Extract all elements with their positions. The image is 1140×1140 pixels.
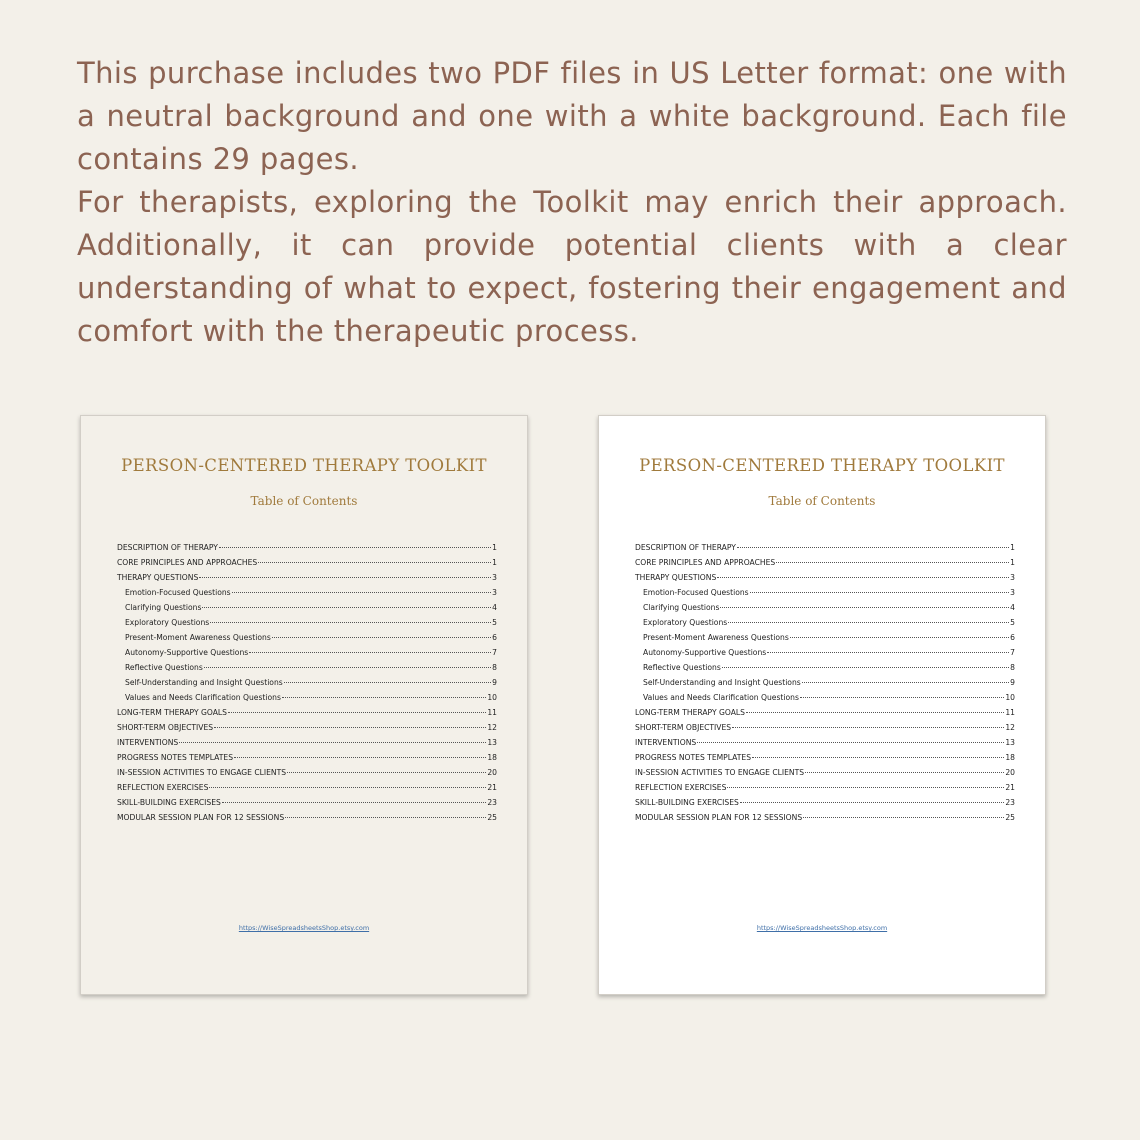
toc-entry-page: 4 xyxy=(492,603,497,612)
toc-entry-label: Autonomy-Supportive Questions xyxy=(125,648,249,657)
toc-entry-page: 18 xyxy=(487,753,497,762)
toc-entry-label: INTERVENTIONS xyxy=(635,738,697,747)
toc-entry[interactable] xyxy=(117,735,497,750)
toc-dot-leader xyxy=(720,607,1009,608)
toc-entry-label: REFLECTION EXERCISES xyxy=(635,783,727,792)
toc-entry[interactable] xyxy=(635,630,1015,645)
toc-entry-page: 12 xyxy=(487,723,497,732)
toc-entry-page: 25 xyxy=(1005,813,1015,822)
toc-entry[interactable] xyxy=(635,780,1015,795)
toc-entry[interactable] xyxy=(117,555,497,570)
toc-dot-leader xyxy=(219,547,491,548)
toc-entry[interactable] xyxy=(635,615,1015,630)
toc-entry-label: INTERVENTIONS xyxy=(117,738,179,747)
toc-entry[interactable] xyxy=(635,645,1015,660)
toc-dot-leader xyxy=(727,787,1004,788)
toc-entry-label: LONG-TERM THERAPY GOALS xyxy=(117,708,227,717)
pdf-page-neutral xyxy=(80,415,528,995)
toc-entry[interactable] xyxy=(117,585,497,600)
toc-entry[interactable] xyxy=(635,705,1015,720)
toc-dot-leader xyxy=(285,817,486,818)
toc-entry[interactable] xyxy=(117,675,497,690)
toc-entry-page: 3 xyxy=(1010,588,1015,597)
toc-entry[interactable] xyxy=(635,690,1015,705)
toc-entry-page: 13 xyxy=(487,738,497,747)
toc-entry-page: 10 xyxy=(487,693,497,702)
toc-entry-label: Values and Needs Clarification Questions xyxy=(125,693,281,702)
document-title: PERSON-CENTERED THERAPY TOOLKIT xyxy=(639,456,1005,475)
toc-entry[interactable] xyxy=(117,660,497,675)
toc-dot-leader xyxy=(287,772,486,773)
toc-entry-page: 12 xyxy=(1005,723,1015,732)
toc-dot-leader xyxy=(746,712,1004,713)
intro-text xyxy=(77,52,1067,353)
toc-entry[interactable] xyxy=(117,600,497,615)
toc-entry-page: 7 xyxy=(492,648,497,657)
toc-dot-leader xyxy=(732,727,1004,728)
toc-entry[interactable] xyxy=(117,645,497,660)
toc-dot-leader xyxy=(272,637,491,638)
toc-entry-label: Clarifying Questions xyxy=(643,603,720,612)
toc-entry-page: 1 xyxy=(492,558,497,567)
table-of-contents xyxy=(635,540,1015,825)
toc-dot-leader xyxy=(222,802,487,803)
toc-entry-page: 1 xyxy=(1010,543,1015,552)
toc-entry-page: 9 xyxy=(492,678,497,687)
toc-entry[interactable] xyxy=(635,585,1015,600)
toc-dot-leader xyxy=(767,652,1009,653)
toc-entry-page: 1 xyxy=(492,543,497,552)
toc-entry-label: Clarifying Questions xyxy=(125,603,202,612)
toc-dot-leader xyxy=(232,592,492,593)
toc-dot-leader xyxy=(202,607,491,608)
toc-entry-page: 23 xyxy=(487,798,497,807)
toc-entry-page: 6 xyxy=(1010,633,1015,642)
toc-entry-page: 8 xyxy=(1010,663,1015,672)
toc-entry[interactable] xyxy=(635,810,1015,825)
toc-entry-page: 11 xyxy=(487,708,497,717)
toc-dot-leader xyxy=(722,667,1009,668)
toc-dot-leader xyxy=(249,652,491,653)
shop-link[interactable]: https://WiseSpreadsheetsShop.etsy.com xyxy=(756,924,888,932)
toc-entry-page: 3 xyxy=(1010,573,1015,582)
toc-entry[interactable] xyxy=(635,675,1015,690)
toc-dot-leader xyxy=(258,562,491,563)
toc-dot-leader xyxy=(214,727,486,728)
toc-heading: Table of Contents xyxy=(768,494,876,508)
toc-entry-label: DESCRIPTION OF THERAPY xyxy=(635,543,736,552)
toc-entry[interactable] xyxy=(635,540,1015,555)
toc-entry-page: 20 xyxy=(1005,768,1015,777)
toc-dot-leader xyxy=(776,562,1009,563)
toc-entry-label: SKILL-BUILDING EXERCISES xyxy=(117,798,221,807)
toc-entry-label: Autonomy-Supportive Questions xyxy=(643,648,767,657)
table-of-contents xyxy=(117,540,497,825)
toc-dot-leader xyxy=(228,712,486,713)
toc-entry[interactable] xyxy=(117,570,497,585)
toc-entry-page: 11 xyxy=(1005,708,1015,717)
toc-dot-leader xyxy=(740,802,1005,803)
toc-entry-label: Exploratory Questions xyxy=(643,618,728,627)
toc-entry-page: 10 xyxy=(1005,693,1015,702)
toc-entry-page: 6 xyxy=(492,633,497,642)
toc-entry-label: Emotion-Focused Questions xyxy=(125,588,231,597)
toc-entry[interactable] xyxy=(635,750,1015,765)
toc-dot-leader xyxy=(717,577,1009,578)
toc-entry-label: PROGRESS NOTES TEMPLATES xyxy=(635,753,752,762)
toc-dot-leader xyxy=(790,637,1009,638)
toc-entry-page: 9 xyxy=(1010,678,1015,687)
toc-entry[interactable] xyxy=(117,705,497,720)
toc-dot-leader xyxy=(800,697,1004,698)
toc-dot-leader xyxy=(199,577,491,578)
toc-entry-label: REFLECTION EXERCISES xyxy=(117,783,209,792)
toc-entry-label: DESCRIPTION OF THERAPY xyxy=(117,543,218,552)
toc-entry-label: Reflective Questions xyxy=(125,663,203,672)
toc-entry-label: SKILL-BUILDING EXERCISES xyxy=(635,798,739,807)
toc-entry[interactable] xyxy=(117,810,497,825)
document-title: PERSON-CENTERED THERAPY TOOLKIT xyxy=(121,456,487,475)
toc-entry-page: 13 xyxy=(1005,738,1015,747)
toc-entry[interactable] xyxy=(117,795,497,810)
toc-entry[interactable] xyxy=(117,630,497,645)
toc-entry-label: SHORT-TERM OBJECTIVES xyxy=(117,723,214,732)
toc-entry-label: LONG-TERM THERAPY GOALS xyxy=(635,708,745,717)
toc-dot-leader xyxy=(179,742,486,743)
toc-dot-leader xyxy=(204,667,491,668)
toc-entry-page: 18 xyxy=(1005,753,1015,762)
toc-dot-leader xyxy=(697,742,1004,743)
toc-entry[interactable] xyxy=(635,600,1015,615)
toc-dot-leader xyxy=(282,697,486,698)
pdf-page-white xyxy=(598,415,1046,995)
toc-heading: Table of Contents xyxy=(250,494,358,508)
toc-entry[interactable] xyxy=(635,660,1015,675)
toc-entry-page: 8 xyxy=(492,663,497,672)
toc-dot-leader xyxy=(750,592,1010,593)
toc-entry[interactable] xyxy=(117,690,497,705)
toc-entry-page: 7 xyxy=(1010,648,1015,657)
intro-paragraph-1: This purchase includes two PDF files in US Letter format: one with a neutral background and one with a white background. Each file contains 29 pages. xyxy=(77,56,1067,176)
toc-entry-label: SHORT-TERM OBJECTIVES xyxy=(635,723,732,732)
toc-entry-label: THERAPY QUESTIONS xyxy=(635,573,717,582)
toc-dot-leader xyxy=(737,547,1009,548)
toc-entry-page: 21 xyxy=(487,783,497,792)
toc-entry-label: Exploratory Questions xyxy=(125,618,210,627)
toc-entry-page: 3 xyxy=(492,573,497,582)
toc-entry[interactable] xyxy=(635,735,1015,750)
toc-entry-label: CORE PRINCIPLES AND APPROACHES xyxy=(117,558,258,567)
toc-entry-label: Emotion-Focused Questions xyxy=(643,588,749,597)
toc-entry[interactable] xyxy=(117,750,497,765)
intro-paragraph-2: For therapists, exploring the Toolkit may enrich their approach. Additionally, it can provide potential clients with a clear understanding of what to expect, fostering their engagement and comfort with the therapeutic process. xyxy=(77,185,1067,348)
toc-entry[interactable] xyxy=(635,570,1015,585)
toc-entry[interactable] xyxy=(117,615,497,630)
toc-entry-label: Present-Moment Awareness Questions xyxy=(125,633,271,642)
toc-entry-label: Reflective Questions xyxy=(643,663,721,672)
toc-entry[interactable] xyxy=(117,780,497,795)
toc-entry-page: 25 xyxy=(487,813,497,822)
toc-dot-leader xyxy=(210,622,491,623)
toc-entry-page: 5 xyxy=(1010,618,1015,627)
toc-entry-page: 4 xyxy=(1010,603,1015,612)
toc-entry-page: 3 xyxy=(492,588,497,597)
toc-dot-leader xyxy=(802,682,1009,683)
toc-entry[interactable] xyxy=(117,540,497,555)
shop-link[interactable]: https://WiseSpreadsheetsShop.etsy.com xyxy=(238,924,370,932)
toc-entry[interactable] xyxy=(635,720,1015,735)
toc-entry[interactable] xyxy=(635,555,1015,570)
toc-entry-page: 23 xyxy=(1005,798,1015,807)
toc-entry-page: 1 xyxy=(1010,558,1015,567)
toc-entry-label: Self-Understanding and Insight Questions xyxy=(125,678,283,687)
toc-dot-leader xyxy=(805,772,1004,773)
toc-entry-label: IN-SESSION ACTIVITIES TO ENGAGE CLIENTS xyxy=(635,768,805,777)
toc-entry[interactable] xyxy=(117,765,497,780)
toc-entry-page: 21 xyxy=(1005,783,1015,792)
toc-entry-page: 20 xyxy=(487,768,497,777)
toc-dot-leader xyxy=(284,682,491,683)
toc-entry-label: IN-SESSION ACTIVITIES TO ENGAGE CLIENTS xyxy=(117,768,287,777)
toc-dot-leader xyxy=(803,817,1004,818)
toc-entry-label: Self-Understanding and Insight Questions xyxy=(643,678,801,687)
toc-entry[interactable] xyxy=(635,795,1015,810)
toc-entry-label: MODULAR SESSION PLAN FOR 12 SESSIONS xyxy=(635,813,803,822)
toc-dot-leader xyxy=(209,787,486,788)
toc-entry[interactable] xyxy=(117,720,497,735)
toc-entry-label: MODULAR SESSION PLAN FOR 12 SESSIONS xyxy=(117,813,285,822)
toc-entry-label: Present-Moment Awareness Questions xyxy=(643,633,789,642)
toc-entry-label: PROGRESS NOTES TEMPLATES xyxy=(117,753,234,762)
toc-entry-label: Values and Needs Clarification Questions xyxy=(643,693,799,702)
toc-dot-leader xyxy=(752,757,1004,758)
toc-entry-page: 5 xyxy=(492,618,497,627)
toc-entry[interactable] xyxy=(635,765,1015,780)
toc-entry-label: CORE PRINCIPLES AND APPROACHES xyxy=(635,558,776,567)
toc-dot-leader xyxy=(234,757,486,758)
toc-dot-leader xyxy=(728,622,1009,623)
toc-entry-label: THERAPY QUESTIONS xyxy=(117,573,199,582)
